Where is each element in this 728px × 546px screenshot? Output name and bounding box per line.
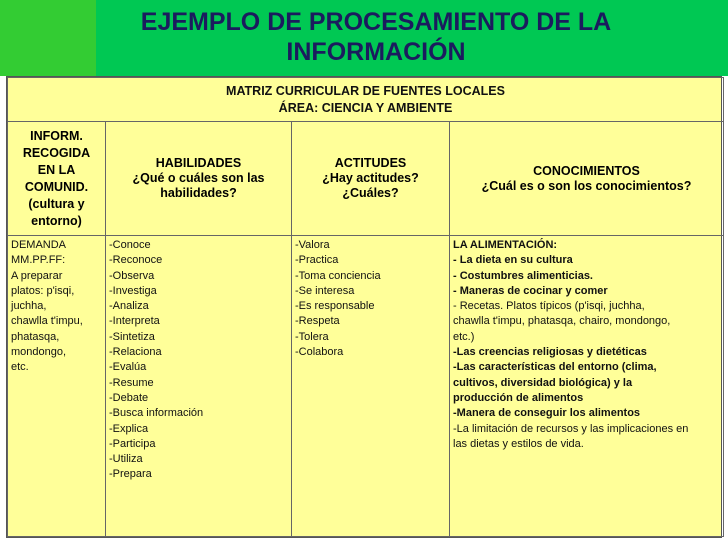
habilidad-item: -Debate: [109, 391, 149, 404]
conocimiento-item: cultivos, diversidad biológica) y la: [453, 376, 633, 389]
conocimiento-item: -Manera de conseguir los alimentos: [453, 407, 641, 420]
demanda-line: mondongo,: [11, 346, 67, 359]
inform-header-line: COMUNID.: [24, 179, 89, 194]
actitudes-header-line: ACTITUDES: [334, 156, 407, 170]
demanda-line: chawlla t'impu,: [11, 315, 83, 328]
conocimientos-cell: [450, 236, 724, 537]
habilidad-item: -Evalúa: [109, 361, 147, 374]
habilidades-header-line: ¿Qué o cuáles son las: [132, 171, 265, 185]
habilidad-item: -Utiliza: [109, 453, 143, 466]
demanda-line: MM.PP.FF:: [11, 254, 66, 267]
habilidad-item: -Explica: [109, 422, 149, 435]
matrix-header-line2: ÁREA: CIENCIA Y AMBIENTE: [278, 100, 453, 115]
content-row: [8, 236, 724, 537]
conocimientos-header-line: CONOCIMIENTOS: [533, 163, 640, 178]
actitud-item: -Valora: [295, 239, 330, 251]
conocimiento-item: - Maneras de cocinar y comer: [453, 284, 608, 297]
actitud-item: -Se interesa: [295, 284, 355, 297]
conocimiento-item: -Las características del entorno (clima,: [453, 361, 657, 374]
demanda-cell: [8, 236, 106, 537]
curriculum-matrix: [6, 76, 722, 538]
conocimiento-item: - La dieta en su cultura: [453, 254, 573, 267]
actitud-item: -Respeta: [295, 315, 340, 328]
matrix-table: [7, 77, 724, 537]
actitudes-header-line: ¿Cuáles?: [342, 186, 399, 200]
demanda-line: phatasqa,: [11, 330, 60, 343]
conocimiento-item: - Costumbres alimenticias.: [453, 269, 593, 282]
conocimiento-item: LA ALIMENTACIÓN:: [453, 239, 558, 251]
demanda-line: A preparar: [11, 269, 63, 282]
conocimiento-item: -Las creencias religiosas y dietéticas: [453, 346, 647, 359]
actitud-item: -Practica: [295, 254, 339, 267]
conocimientos-header-line: ¿Cuál es o son los conocimientos?: [481, 178, 692, 193]
demanda-line: etc.: [11, 361, 29, 374]
inform-header-line: INFORM.: [30, 128, 83, 143]
banner-left-strip: [0, 0, 96, 76]
column-headers-row: [8, 122, 724, 236]
demanda-line: DEMANDA: [11, 239, 67, 251]
inform-header-line: RECOGIDA: [22, 145, 91, 160]
habilidad-item: -Sintetiza: [109, 330, 155, 343]
page-title: [96, 0, 656, 76]
habilidad-item: -Conoce: [109, 239, 151, 251]
habilidades-header-line: habilidades?: [160, 186, 237, 200]
habilidad-item: -Participa: [109, 437, 156, 450]
actitud-item: -Es responsable: [295, 300, 375, 313]
actitud-item: -Toma conciencia: [295, 269, 381, 282]
column-header-actitudes: [292, 122, 450, 236]
habilidades-cell: [106, 236, 292, 537]
actitudes-cell: [292, 236, 450, 537]
conocimiento-item: las dietas y estilos de vida.: [453, 437, 584, 450]
habilidad-item: -Analiza: [109, 300, 149, 313]
conocimiento-item: -La limitación de recursos y las implicaciones en: [453, 422, 689, 435]
column-header-habilidades: [106, 122, 292, 236]
habilidad-item: -Resume: [109, 376, 154, 389]
habilidad-item: -Observa: [109, 269, 155, 282]
habilidad-item: -Interpreta: [109, 315, 160, 328]
habilidad-item: -Reconoce: [109, 254, 163, 267]
conocimiento-item: - Recetas. Platos típicos (p'isqi, juchha,: [453, 300, 645, 313]
actitudes-header-line: ¿Hay actitudes?: [322, 171, 419, 185]
matrix-header: [8, 78, 724, 122]
habilidad-item: -Relaciona: [109, 346, 162, 359]
habilidad-item: -Prepara: [109, 468, 152, 481]
habilidad-item: -Busca información: [109, 407, 204, 420]
habilidad-item: -Investiga: [109, 284, 157, 297]
matrix-header-row: [8, 78, 724, 122]
conocimiento-item: etc.): [453, 330, 475, 343]
inform-header-line: EN LA: [37, 162, 76, 177]
page-title-line2: INFORMACIÓN: [286, 38, 466, 66]
inform-header-line: entorno): [31, 213, 82, 228]
actitud-item: -Colabora: [295, 346, 344, 359]
page-title-line1: EJEMPLO DE PROCESAMIENTO DE LA: [140, 8, 612, 36]
demanda-line: platos: p'isqi,: [11, 284, 75, 297]
conocimiento-item: producción de alimentos: [453, 391, 584, 404]
conocimiento-item: chawlla t'impu, phatasqa, chairo, mondongo,: [453, 315, 671, 328]
column-header-inform: [8, 122, 106, 236]
demanda-line: juchha,: [11, 300, 47, 313]
column-header-conocimientos: [450, 122, 724, 236]
actitud-item: -Tolera: [295, 330, 329, 343]
inform-header-line: (cultura y: [28, 196, 85, 211]
habilidades-header-line: HABILIDADES: [155, 156, 242, 170]
matrix-header-line1: MATRIZ CURRICULAR DE FUENTES LOCALES: [226, 83, 505, 98]
